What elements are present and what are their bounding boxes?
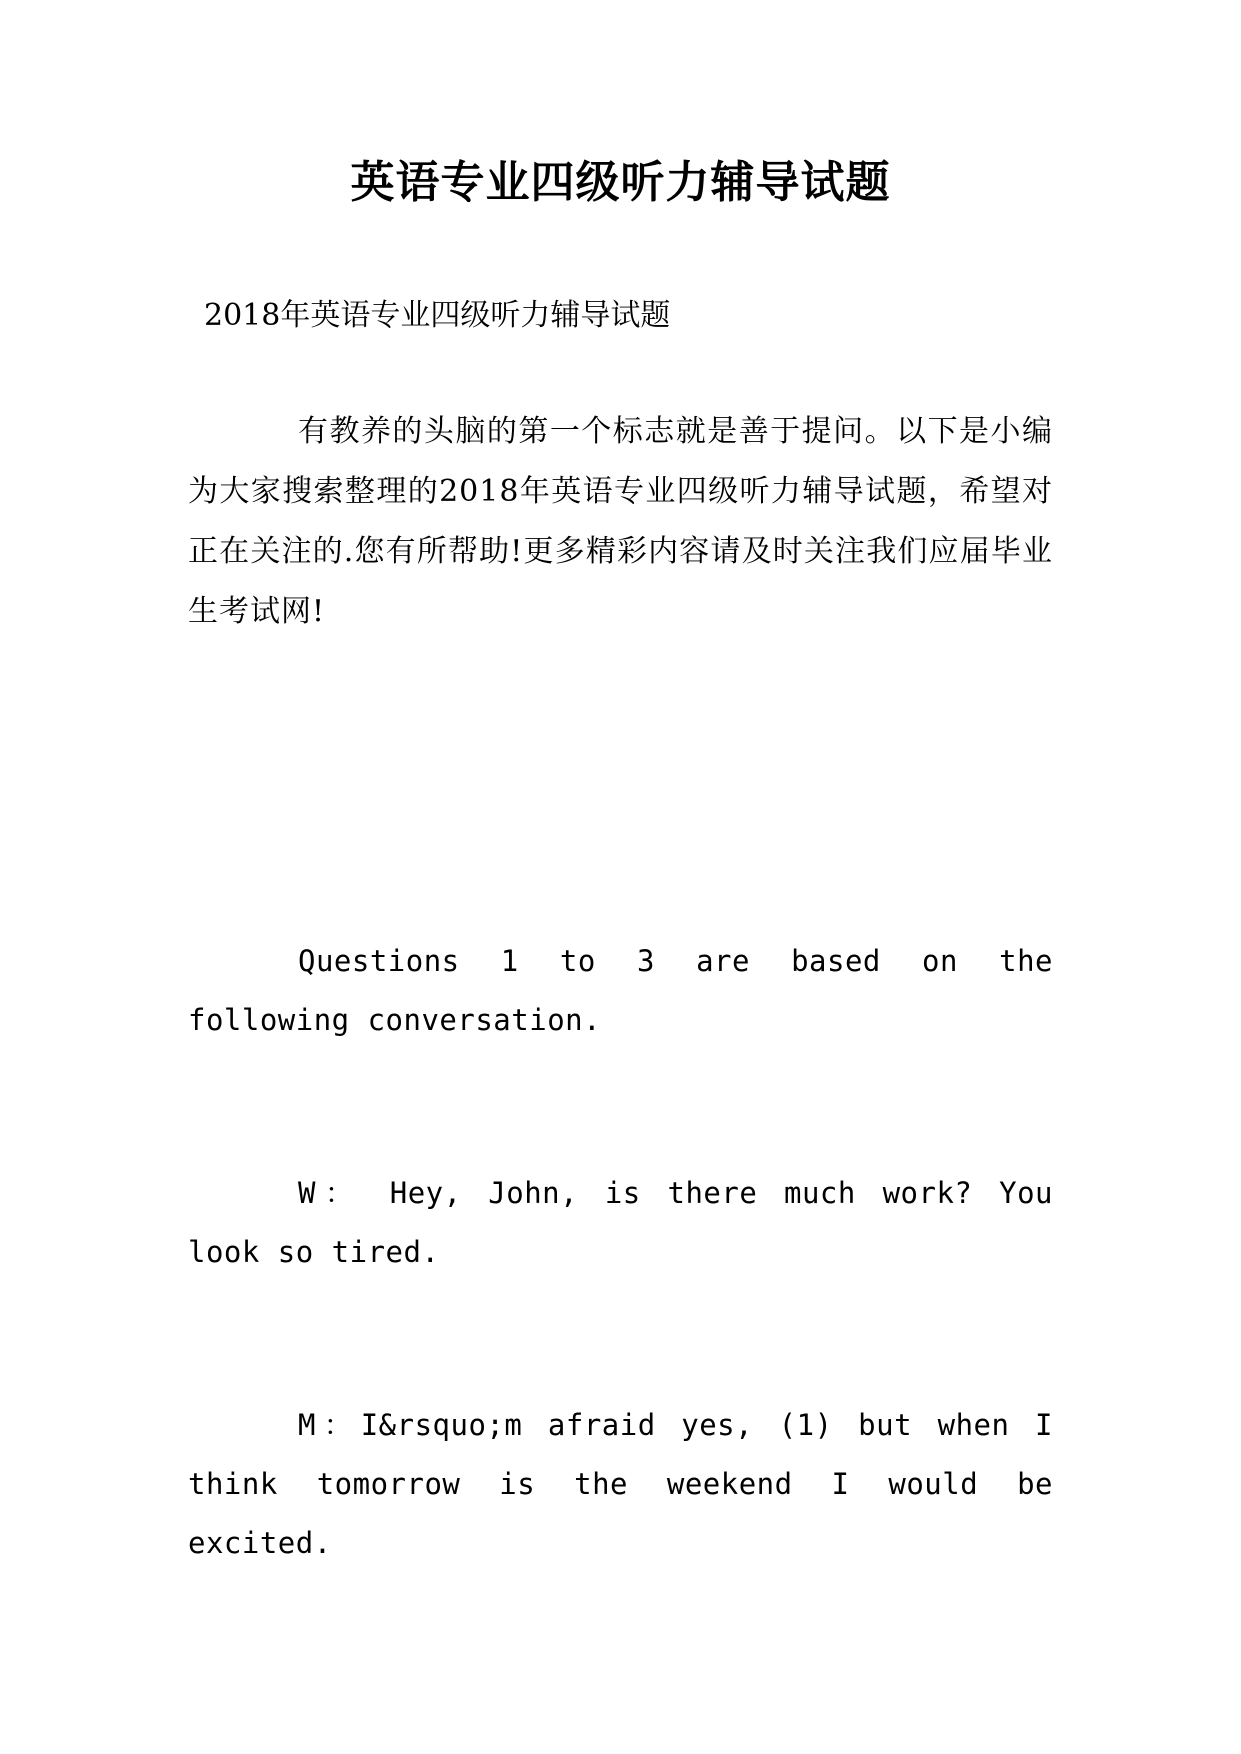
dialogue-line-m: M：I&rsquo;m afraid yes, (1) but when I think tomorrow is the weekend I would be excited. xyxy=(188,1408,1053,1560)
dialogue-line-w: W： Hey, John, is there much work? You look so tired. xyxy=(188,1176,1053,1269)
document-subtitle: 2018年英语专业四级听力辅导试题 xyxy=(204,298,671,333)
document-title: 英语专业四级听力辅导试题 xyxy=(350,157,891,208)
intro-paragraph: 有教养的头脑的第一个标志就是善于提问。以下是小编为大家搜索整理的2018年英语专业四级听力辅导试题，希望对正在关注的.您有所帮助!更多精彩内容请及时关注我们应届毕业生考试网! xyxy=(188,414,1053,629)
question-header-paragraph: Questions 1 to 3 are based on the following conversation. xyxy=(188,944,1053,1037)
